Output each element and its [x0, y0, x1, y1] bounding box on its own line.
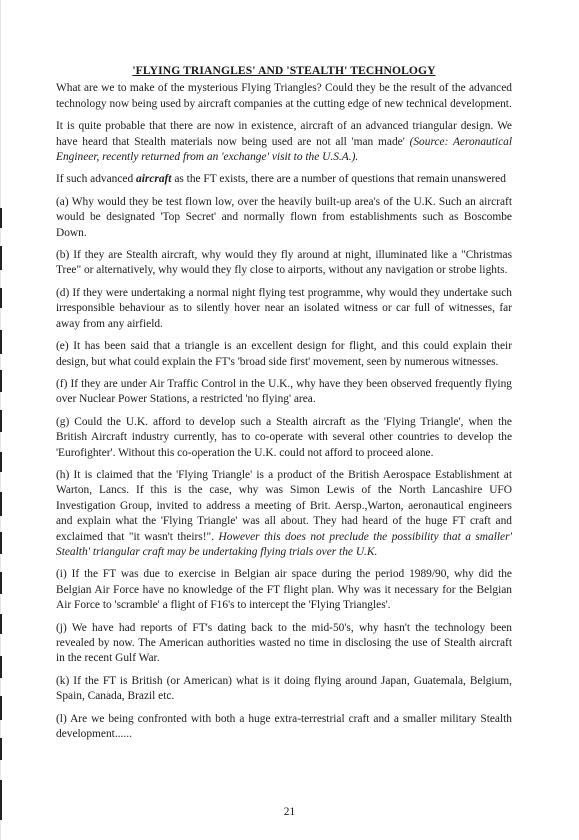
- document-title: 'FLYING TRIANGLES' AND 'STEALTH' TECHNOLOGY: [132, 64, 436, 77]
- question-l: (l) Are we being confronted with both a huge extra-terrestrial craft and a smaller military Stealth development......: [56, 712, 512, 741]
- question-g: (g) Could the U.K. afford to develop such a Stealth aircraft as the 'Flying Triangle', when the British Aircraft industry currently, has to co-operate with several other countries to develop the 'Eurofighter'. Without this co-operation the U.K. could not afford to proceed alone.: [56, 415, 512, 459]
- question-a: (a) Why would they be test flown low, over the heavily built-up area's of the U.K. Such an aircraft would be designated 'Top Secret' and normally flown from establishments such as Boscombe Down.: [56, 195, 512, 239]
- source-note: (Source: Aeronautical Engineer, recently returned from an 'exchange' visit to the U.S.A.).: [56, 135, 512, 164]
- question-i: (i) If the FT was due to exercise in Belgian air space during the period 1989/90, why did the Belgian Air Force have no knowledge of the FT flight plan. Why was it necessary for the Belgian Air Force to 'scramble' a flight of F16's to intercept the 'Flying Triangles'.: [56, 568, 512, 612]
- page-number: 21: [283, 806, 296, 818]
- document-page: [56, 63, 512, 749]
- paragraph-text-after: as the FT exists, there are a number of questions that remain unanswered: [174, 173, 506, 186]
- question-k: (k) If the FT is British (or American) what is it doing flying around Japan, Guatemala, Belgium, Spain, Canada, Brazil etc.: [56, 674, 512, 703]
- question-h: [56, 468, 512, 560]
- question-h-text: (h) It is claimed that the 'Flying Triangle' is a product of the British Aerospace Establishment at Warton, Lancs. If this is the case, why was Simon Lewis of the North Lancashire UFO Investigation Group, invited to address a meeting of Brit. Aersp.,Warton, aeronautical engineers and explain what the 'Flying Triangle' was all about. They had heard of the huge FT craft and exclaimed that "it wasn't theirs!".: [56, 468, 512, 543]
- stealth-materials-paragraph: [56, 119, 512, 165]
- question-f: (f) If they are under Air Traffic Control in the U.K., why have they been observed frequently flying over Nuclear Power Stations, a restricted 'no flying' area.: [56, 377, 512, 406]
- paragraph-text-before: If such advanced: [56, 173, 134, 186]
- question-b: (b) If they are Stealth aircraft, why would they fly around at night, illuminated like a "Christmas Tree" or alternatively, why would they fly close to airports, without any navigation or strobe lights.: [56, 249, 512, 277]
- question-h-note: However this does not preclude the possibility that a smaller' Stealth' triangular craft may be undertaking flying trials over the U.K.: [56, 530, 512, 558]
- question-e: (e) It has been said that a triangle is an excellent design for flight, and this could explain their design, but what could explain the FT's 'broad side first' movement, seen by numerous witnesses.: [56, 340, 512, 368]
- question-d: (d) If they were undertaking a normal night flying test programme, why would they undertake such irresponsible behaviour as to silently hover near an isolated witness or car full of witnesses, far away from any airfield.: [56, 286, 512, 330]
- questions-intro-paragraph: [56, 172, 512, 187]
- emphasized-word: aircraft: [136, 173, 172, 186]
- intro-paragraph: What are we to make of the mysterious Flying Triangles? Could they be the result of the advanced technology now being used by aircraft companies at the cutting edge of new technical development.: [56, 82, 512, 110]
- paragraph-text: It is quite probable that there are now in existence, aircraft of an advanced triangular design. We have heard that Stealth materials now being used are not all 'man made': [56, 120, 512, 148]
- question-j: (j) We have had reports of FT's dating back to the mid-50's, why hasn't the technology been revealed by now. The American authorities wasted no time in disclosing the use of Stealth aircraft in the recent Gulf War.: [56, 621, 512, 665]
